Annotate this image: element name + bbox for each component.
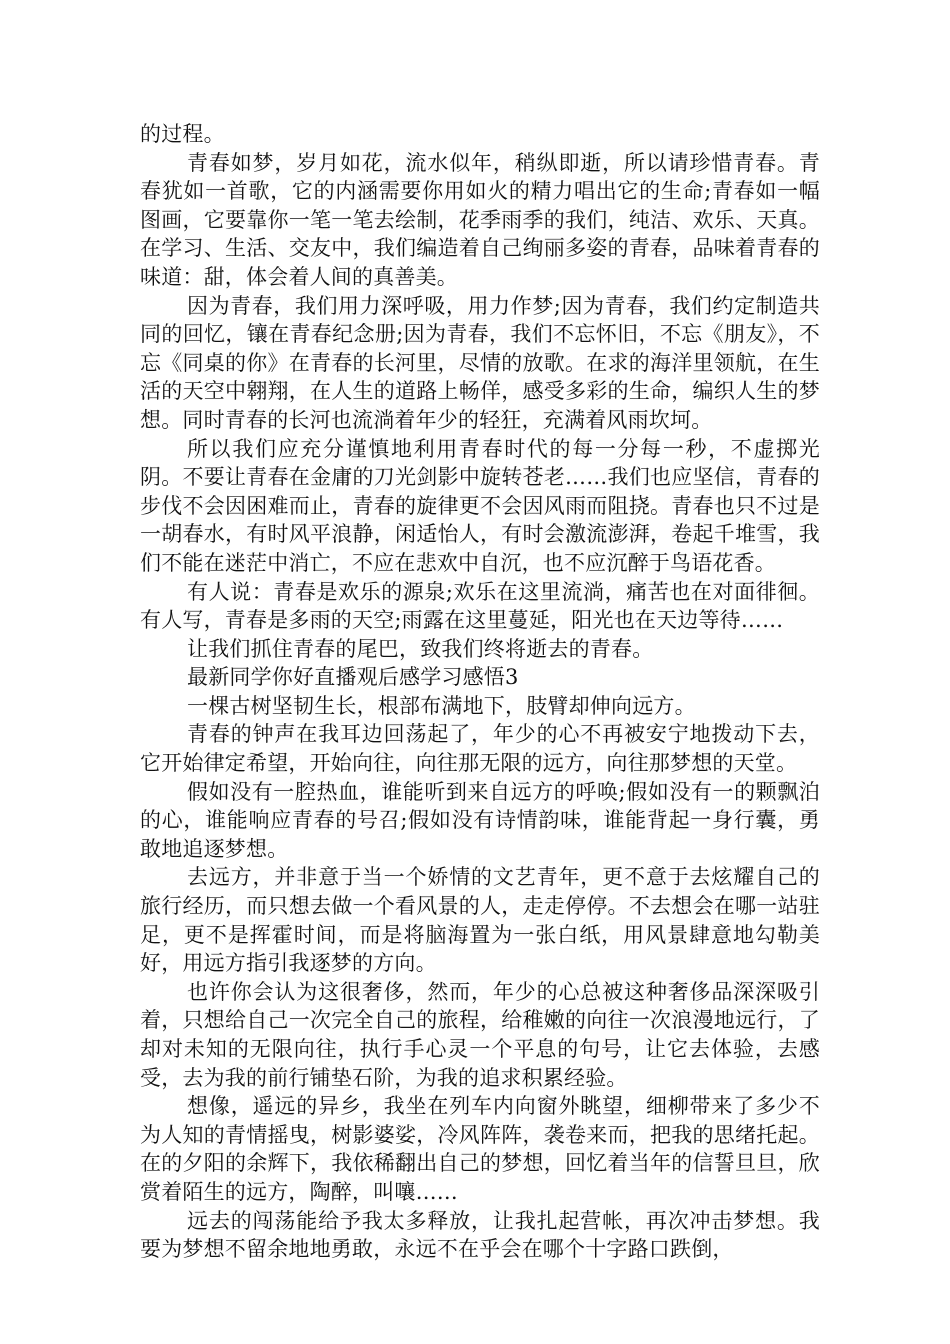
paragraph: 青春的钟声在我耳边回荡起了，年少的心不再被安宁地拨动下去，它开始律定希望，开始向往，向往那无限的远方，向往那梦想的天堂。 (140, 722, 820, 776)
document-body (140, 120, 820, 1264)
paragraph: 去远方，并非意于当一个娇情的文艺青年，更不意于去炫耀自己的旅行经历，而只想去做一个看风景的人，走走停停。不去想会在哪一站驻足，更不是挥霍时间，而是将脑海置为一张白纸，用风景肆意地勾勒美好，用远方指引我逐梦的方向。 (140, 865, 820, 976)
paragraph: 青春如梦，岁月如花，流水似年，稍纵即逝，所以请珍惜青春。青春犹如一首歌，它的内涵需要你用如火的精力唱出它的生命;青春如一幅图画，它要靠你一笔一笔去绘制，花季雨季的我们，纯洁、欢乐、天真。在学习、生活、交友中，我们编造着自己绚丽多姿的青春，品味着青春的味道：甜，体会着人间的真善美。 (140, 150, 820, 289)
section-heading: 最新同学你好直播观后感学习感悟3 (187, 665, 519, 690)
paragraph: 也许你会认为这很奢侈，然而，年少的心总被这种奢侈品深深吸引着，只想给自己一次完全自己的旅程，给稚嫩的向往一次浪漫地远行，了却对未知的无限向往，执行手心灵一个平息的句号，让它去体验，去感受，去为我的前行铺垫石阶，为我的追求积累经验。 (140, 979, 820, 1090)
paragraph: 想像，遥远的异乡，我坐在列车内向窗外眺望，细柳带来了多少不为人知的青情摇曳，树影婆娑，冷风阵阵，袭卷来而，把我的思绪托起。在的夕阳的余辉下，我依稀翻出自己的梦想，回忆着当年的信誓旦旦，欣赏着陌生的远方，陶醉，叫嚷…… (140, 1094, 820, 1204)
paragraph-continuation: 的过程。 (140, 122, 225, 146)
paragraph: 所以我们应充分谨慎地利用青春时代的每一分每一秒，不虚掷光阴。不要让青春在金庸的刀光剑影中旋转苍老……我们也应坚信，青春的步伐不会因困难而止，青春的旋律更不会因风雨而阻挠。青春也只不过是一胡春水，有时风平浪静，闲适怡人，有时会激流澎湃，卷起千堆雪，我们不能在迷茫中消亡，不应在悲欢中自沉，也不应沉醉于鸟语花香。 (140, 436, 820, 575)
paragraph: 一棵古树坚韧生长，根部布满地下，肢臂却伸向远方。 (187, 693, 696, 718)
paragraph: 远去的闯荡能给予我太多释放，让我扎起营帐，再次冲击梦想。我要为梦想不留余地地勇敢，永远不在乎会在哪个十字路口跌倒， (140, 1208, 820, 1262)
paragraph: 让我们抓住青春的尾巴，致我们终将逝去的青春。 (187, 636, 654, 661)
paragraph: 假如没有一腔热血，谁能听到来自远方的呼唤;假如没有一的颗飘泊的心，谁能响应青春的号召;假如没有诗情韵味，谁能背起一身行囊，勇敢地追逐梦想。 (140, 779, 820, 861)
paragraph: 有人说：青春是欢乐的源泉;欢乐在这里流淌，痛苦也在对面徘徊。有人写，青春是多雨的天空;雨露在这里蔓延，阳光也在天边等待…… (140, 579, 820, 633)
paragraph: 因为青春，我们用力深呼吸，用力作梦;因为青春，我们约定制造共同的回忆，镶在青春纪念册;因为青春，我们不忘怀旧，不忘《朋友》，不忘《同桌的你》在青春的长河里，尽情的放歌。在求的海洋里领航，在生活的天空中翱翔，在人生的道路上畅佯，感受多彩的生命，编织人生的梦想。同时青春的长河也流淌着年少的轻狂，充满着风雨坎坷。 (140, 293, 820, 432)
